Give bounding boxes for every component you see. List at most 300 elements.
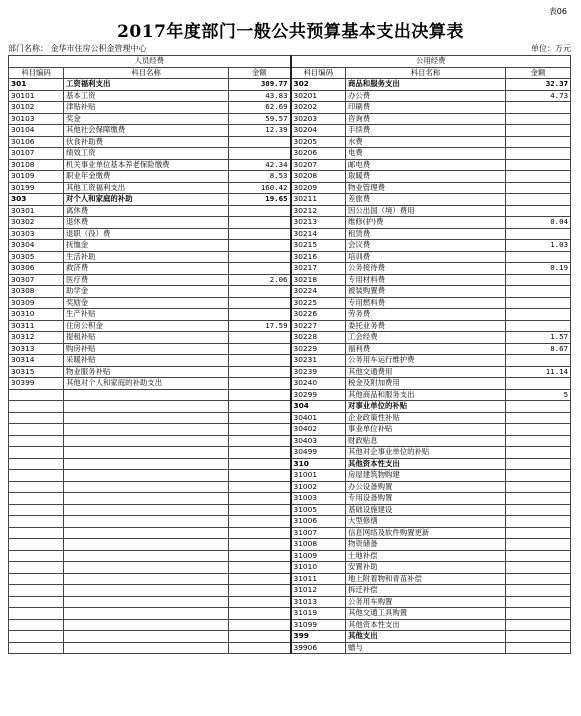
left-code-cell (9, 481, 64, 493)
right-code-cell: 30499 (291, 447, 346, 459)
department-label: 部门名称： 金华市住房公积金管理中心 (8, 44, 147, 53)
left-name-cell (64, 596, 229, 608)
right-amount-cell (506, 585, 571, 597)
right-amount-cell (506, 573, 571, 585)
table-row (9, 631, 571, 643)
left-amount-cell: 389.77 (229, 79, 291, 91)
left-code-cell: 30314 (9, 355, 64, 367)
right-code-cell: 399 (291, 631, 346, 643)
table-row (9, 148, 571, 160)
table-row (9, 562, 571, 574)
table-row (9, 240, 571, 252)
right-code-cell: 30231 (291, 355, 346, 367)
right-amount-cell (506, 205, 571, 217)
left-code-cell (9, 619, 64, 631)
left-amount-cell: 2.06 (229, 274, 291, 286)
right-amount-cell (506, 596, 571, 608)
right-amount-cell (506, 274, 571, 286)
left-code-cell: 30309 (9, 297, 64, 309)
left-amount-cell: 62.69 (229, 102, 291, 114)
left-amount-cell (229, 401, 291, 413)
table-row (9, 493, 571, 505)
right-name-cell: 其他对企事业单位的补贴 (346, 447, 506, 459)
left-name-cell (64, 493, 229, 505)
right-code-cell: 30205 (291, 136, 346, 148)
left-amount-cell (229, 619, 291, 631)
right-amount-cell (506, 481, 571, 493)
right-amount-cell (506, 470, 571, 482)
right-name-cell: 公务接待费 (346, 263, 506, 275)
left-name-cell: 退休费 (64, 217, 229, 229)
table-row (9, 366, 571, 378)
left-code-cell: 303 (9, 194, 64, 206)
right-amount-cell (506, 297, 571, 309)
left-name-cell (64, 470, 229, 482)
right-name-cell: 邮电费 (346, 159, 506, 171)
left-amount-cell (229, 412, 291, 424)
amount-header: 金额 (506, 67, 571, 79)
right-name-cell: 公务用车购置 (346, 596, 506, 608)
page-title: 2017年度部门一般公共预算基本支出决算表 (117, 22, 464, 42)
table-row (9, 159, 571, 171)
right-code-cell: 304 (291, 401, 346, 413)
right-name-cell: 企业政策性补贴 (346, 412, 506, 424)
right-code-cell: 30227 (291, 320, 346, 332)
table-row (9, 194, 571, 206)
table-row (9, 136, 571, 148)
table-row (9, 286, 571, 298)
table-row (9, 171, 571, 183)
left-code-cell: 30306 (9, 263, 64, 275)
right-amount-cell (506, 182, 571, 194)
left-amount-cell (229, 481, 291, 493)
right-name-cell: 物资储备 (346, 539, 506, 551)
left-amount-cell (229, 435, 291, 447)
right-code-cell: 30217 (291, 263, 346, 275)
left-name-cell (64, 504, 229, 516)
left-amount-cell (229, 217, 291, 229)
right-code-cell: 39906 (291, 642, 346, 654)
left-amount-cell (229, 148, 291, 160)
right-code-cell: 31002 (291, 481, 346, 493)
left-name-cell (64, 573, 229, 585)
left-name-cell: 离休费 (64, 205, 229, 217)
left-amount-cell: 59.57 (229, 113, 291, 125)
right-amount-cell (506, 194, 571, 206)
table-row (9, 251, 571, 263)
left-name-cell: 救济费 (64, 263, 229, 275)
left-code-cell (9, 435, 64, 447)
right-name-cell: 委托业务费 (346, 320, 506, 332)
left-code-cell: 30101 (9, 90, 64, 102)
left-name-cell (64, 608, 229, 620)
left-name-cell: 采暖补贴 (64, 355, 229, 367)
right-code-cell: 31010 (291, 562, 346, 574)
left-amount-cell (229, 136, 291, 148)
right-code-cell: 31009 (291, 550, 346, 562)
left-amount-cell: 19.65 (229, 194, 291, 206)
right-amount-cell (506, 435, 571, 447)
right-code-cell: 30401 (291, 412, 346, 424)
meta-line (8, 43, 571, 53)
personnel-header: 人员经费 (9, 56, 291, 68)
left-code-cell: 30304 (9, 240, 64, 252)
right-name-cell: 物业管理费 (346, 182, 506, 194)
left-code-cell (9, 573, 64, 585)
right-name-cell: 基础设施建设 (346, 504, 506, 516)
left-amount-cell (229, 539, 291, 551)
right-code-cell: 31019 (291, 608, 346, 620)
table-row (9, 527, 571, 539)
left-name-cell: 奖金 (64, 113, 229, 125)
right-name-cell: 房屋建筑物购建 (346, 470, 506, 482)
table-row (9, 504, 571, 516)
left-amount-cell (229, 240, 291, 252)
right-code-cell: 30215 (291, 240, 346, 252)
right-amount-cell (506, 550, 571, 562)
right-amount-cell: 32.37 (506, 79, 571, 91)
left-amount-cell: 42.34 (229, 159, 291, 171)
column-header-row (9, 67, 571, 79)
right-code-cell: 31008 (291, 539, 346, 551)
left-name-cell: 住房公积金 (64, 320, 229, 332)
right-name-cell: 取暖费 (346, 171, 506, 183)
left-code-cell (9, 447, 64, 459)
right-name-cell: 对事业单位的补贴 (346, 401, 506, 413)
left-amount-cell (229, 550, 291, 562)
right-code-cell: 31099 (291, 619, 346, 631)
right-amount-cell: 5 (506, 389, 571, 401)
left-name-cell: 提租补贴 (64, 332, 229, 344)
right-name-cell: 专用燃料费 (346, 297, 506, 309)
left-code-cell (9, 424, 64, 436)
right-amount-cell: 11.14 (506, 366, 571, 378)
right-name-cell: 地上附着物和青苗补偿 (346, 573, 506, 585)
right-name-cell: 其他资本性支出 (346, 458, 506, 470)
right-amount-cell: 0.19 (506, 263, 571, 275)
table-row (9, 343, 571, 355)
left-code-cell: 30108 (9, 159, 64, 171)
left-name-cell (64, 631, 229, 643)
left-amount-cell (229, 631, 291, 643)
right-code-cell: 30224 (291, 286, 346, 298)
left-amount-cell (229, 251, 291, 263)
left-name-cell (64, 401, 229, 413)
right-code-cell: 30209 (291, 182, 346, 194)
left-code-cell (9, 642, 64, 654)
right-code-cell: 310 (291, 458, 346, 470)
right-name-cell: 被装购置费 (346, 286, 506, 298)
left-code-cell (9, 608, 64, 620)
left-code-cell (9, 493, 64, 505)
right-name-cell: 劳务费 (346, 309, 506, 321)
left-amount-cell (229, 205, 291, 217)
right-code-cell: 30213 (291, 217, 346, 229)
left-code-cell (9, 596, 64, 608)
left-name-cell: 助学金 (64, 286, 229, 298)
table-row (9, 113, 571, 125)
left-name-cell (64, 481, 229, 493)
left-code-cell: 30315 (9, 366, 64, 378)
table-row (9, 424, 571, 436)
right-code-cell: 31003 (291, 493, 346, 505)
table-row (9, 573, 571, 585)
right-amount-cell (506, 631, 571, 643)
left-amount-cell (229, 642, 291, 654)
left-amount-cell (229, 493, 291, 505)
left-name-cell (64, 389, 229, 401)
table-row (9, 619, 571, 631)
left-code-cell (9, 470, 64, 482)
left-amount-cell (229, 458, 291, 470)
right-amount-cell: 4.73 (506, 90, 571, 102)
right-name-cell: 税金及附加费用 (346, 378, 506, 390)
table-row (9, 309, 571, 321)
left-name-cell: 医疗费 (64, 274, 229, 286)
right-amount-cell (506, 148, 571, 160)
right-code-cell: 30204 (291, 125, 346, 137)
table-row (9, 355, 571, 367)
left-code-cell: 30311 (9, 320, 64, 332)
table-row (9, 90, 571, 102)
right-amount-cell (506, 401, 571, 413)
left-amount-cell (229, 447, 291, 459)
left-amount-cell (229, 343, 291, 355)
right-amount-cell (506, 447, 571, 459)
left-amount-cell (229, 263, 291, 275)
left-amount-cell (229, 309, 291, 321)
left-name-cell: 基本工资 (64, 90, 229, 102)
table-row (9, 412, 571, 424)
right-name-cell: 办公费 (346, 90, 506, 102)
left-name-cell (64, 424, 229, 436)
table-row (9, 539, 571, 551)
left-code-cell: 30310 (9, 309, 64, 321)
left-amount-cell (229, 366, 291, 378)
left-amount-cell: 17.59 (229, 320, 291, 332)
right-name-cell: 商品和服务支出 (346, 79, 506, 91)
left-code-cell (9, 401, 64, 413)
right-amount-cell (506, 608, 571, 620)
table-number: 表06 (548, 7, 567, 16)
table-row (9, 332, 571, 344)
right-amount-cell (506, 286, 571, 298)
left-name-cell: 伙食补助费 (64, 136, 229, 148)
left-code-cell (9, 562, 64, 574)
right-code-cell: 31005 (291, 504, 346, 516)
left-code-cell: 30302 (9, 217, 64, 229)
left-amount-cell: 43.83 (229, 90, 291, 102)
right-name-cell: 其他资本性支出 (346, 619, 506, 631)
left-name-cell: 职业年金缴费 (64, 171, 229, 183)
code-header: 科目编码 (9, 67, 64, 79)
right-amount-cell (506, 309, 571, 321)
left-code-cell: 30308 (9, 286, 64, 298)
right-name-cell: 土地补偿 (346, 550, 506, 562)
left-name-cell: 其他社会保障缴费 (64, 125, 229, 137)
table-row (9, 182, 571, 194)
right-code-cell: 30207 (291, 159, 346, 171)
right-name-cell: 其他交通工具购置 (346, 608, 506, 620)
table-row (9, 217, 571, 229)
left-name-cell (64, 550, 229, 562)
table-row (9, 458, 571, 470)
right-amount-cell (506, 228, 571, 240)
left-code-cell (9, 631, 64, 643)
right-amount-cell (506, 125, 571, 137)
left-code-cell (9, 389, 64, 401)
left-code-cell (9, 516, 64, 528)
left-amount-cell (229, 332, 291, 344)
left-name-cell (64, 562, 229, 574)
name-header: 科目名称 (64, 67, 229, 79)
right-code-cell: 30214 (291, 228, 346, 240)
right-code-cell: 302 (291, 79, 346, 91)
right-name-cell: 信息网络及软件购置更新 (346, 527, 506, 539)
left-amount-cell (229, 297, 291, 309)
left-name-cell (64, 619, 229, 631)
left-name-cell (64, 539, 229, 551)
left-code-cell: 30109 (9, 171, 64, 183)
left-code-cell: 301 (9, 79, 64, 91)
left-code-cell (9, 458, 64, 470)
left-amount-cell (229, 516, 291, 528)
table-row (9, 297, 571, 309)
left-name-cell (64, 412, 229, 424)
right-amount-cell: 0.04 (506, 217, 571, 229)
right-name-cell: 办公设备购置 (346, 481, 506, 493)
left-name-cell: 物业服务补贴 (64, 366, 229, 378)
table-row (9, 125, 571, 137)
right-code-cell: 31001 (291, 470, 346, 482)
left-name-cell (64, 447, 229, 459)
right-code-cell: 30212 (291, 205, 346, 217)
left-code-cell: 30107 (9, 148, 64, 160)
right-amount-cell (506, 102, 571, 114)
left-amount-cell (229, 608, 291, 620)
table-row (9, 228, 571, 240)
left-code-cell: 30312 (9, 332, 64, 344)
left-code-cell: 30102 (9, 102, 64, 114)
right-amount-cell (506, 458, 571, 470)
left-name-cell: 抚恤金 (64, 240, 229, 252)
left-code-cell (9, 527, 64, 539)
right-name-cell: 福利费 (346, 343, 506, 355)
right-name-cell: 大型修缮 (346, 516, 506, 528)
left-name-cell: 绩效工资 (64, 148, 229, 160)
table-row (9, 274, 571, 286)
right-amount-cell (506, 355, 571, 367)
left-amount-cell: 8.53 (229, 171, 291, 183)
budget-table (8, 55, 571, 654)
right-code-cell: 30228 (291, 332, 346, 344)
right-name-cell: 公务用车运行维护费 (346, 355, 506, 367)
name-header: 科目名称 (346, 67, 506, 79)
left-code-cell: 30399 (9, 378, 64, 390)
left-amount-cell (229, 562, 291, 574)
left-amount-cell (229, 424, 291, 436)
right-name-cell: 维修(护)费 (346, 217, 506, 229)
right-name-cell: 水费 (346, 136, 506, 148)
table-row (9, 263, 571, 275)
left-amount-cell (229, 286, 291, 298)
left-code-cell: 30104 (9, 125, 64, 137)
right-code-cell: 30208 (291, 171, 346, 183)
left-amount-cell (229, 355, 291, 367)
right-name-cell: 其他商品和服务支出 (346, 389, 506, 401)
right-name-cell: 财政贴息 (346, 435, 506, 447)
left-code-cell: 30103 (9, 113, 64, 125)
right-name-cell: 咨询费 (346, 113, 506, 125)
unit-label: 单位：万元 (531, 44, 571, 53)
left-code-cell: 30307 (9, 274, 64, 286)
right-code-cell: 31011 (291, 573, 346, 585)
right-code-cell: 30226 (291, 309, 346, 321)
left-name-cell (64, 585, 229, 597)
table-row (9, 550, 571, 562)
right-code-cell: 30240 (291, 378, 346, 390)
left-code-cell: 30301 (9, 205, 64, 217)
right-code-cell: 30225 (291, 297, 346, 309)
right-name-cell: 事业单位补贴 (346, 424, 506, 436)
right-name-cell: 赠与 (346, 642, 506, 654)
left-name-cell: 津贴补贴 (64, 102, 229, 114)
right-code-cell: 30299 (291, 389, 346, 401)
left-code-cell (9, 412, 64, 424)
left-amount-cell (229, 470, 291, 482)
right-amount-cell (506, 562, 571, 574)
right-name-cell: 租赁费 (346, 228, 506, 240)
left-amount-cell (229, 228, 291, 240)
left-code-cell: 30303 (9, 228, 64, 240)
right-code-cell: 30229 (291, 343, 346, 355)
right-code-cell: 31012 (291, 585, 346, 597)
left-code-cell: 30199 (9, 182, 64, 194)
right-amount-cell (506, 320, 571, 332)
table-row (9, 608, 571, 620)
code-header: 科目编码 (291, 67, 346, 79)
right-name-cell: 专用设备购置 (346, 493, 506, 505)
left-amount-cell: 160.42 (229, 182, 291, 194)
right-amount-cell (506, 251, 571, 263)
right-name-cell: 会议费 (346, 240, 506, 252)
amount-header: 金额 (229, 67, 291, 79)
left-name-cell (64, 516, 229, 528)
left-name-cell: 其他对个人和家庭的补助支出 (64, 378, 229, 390)
right-amount-cell: 8.67 (506, 343, 571, 355)
right-code-cell: 30202 (291, 102, 346, 114)
right-code-cell: 30403 (291, 435, 346, 447)
right-amount-cell (506, 619, 571, 631)
group-header-row (9, 56, 571, 68)
left-code-cell: 30313 (9, 343, 64, 355)
left-name-cell: 其他工资福利支出 (64, 182, 229, 194)
table-row (9, 642, 571, 654)
right-name-cell: 因公出国（境）费用 (346, 205, 506, 217)
right-amount-cell (506, 424, 571, 436)
left-name-cell: 购房补贴 (64, 343, 229, 355)
right-amount-cell (506, 642, 571, 654)
right-name-cell: 安置补助 (346, 562, 506, 574)
left-code-cell (9, 504, 64, 516)
table-row (9, 435, 571, 447)
left-name-cell: 退职（役）费 (64, 228, 229, 240)
right-amount-cell: 1.03 (506, 240, 571, 252)
table-row (9, 79, 571, 91)
right-amount-cell: 1.57 (506, 332, 571, 344)
right-code-cell: 31013 (291, 596, 346, 608)
left-amount-cell (229, 585, 291, 597)
